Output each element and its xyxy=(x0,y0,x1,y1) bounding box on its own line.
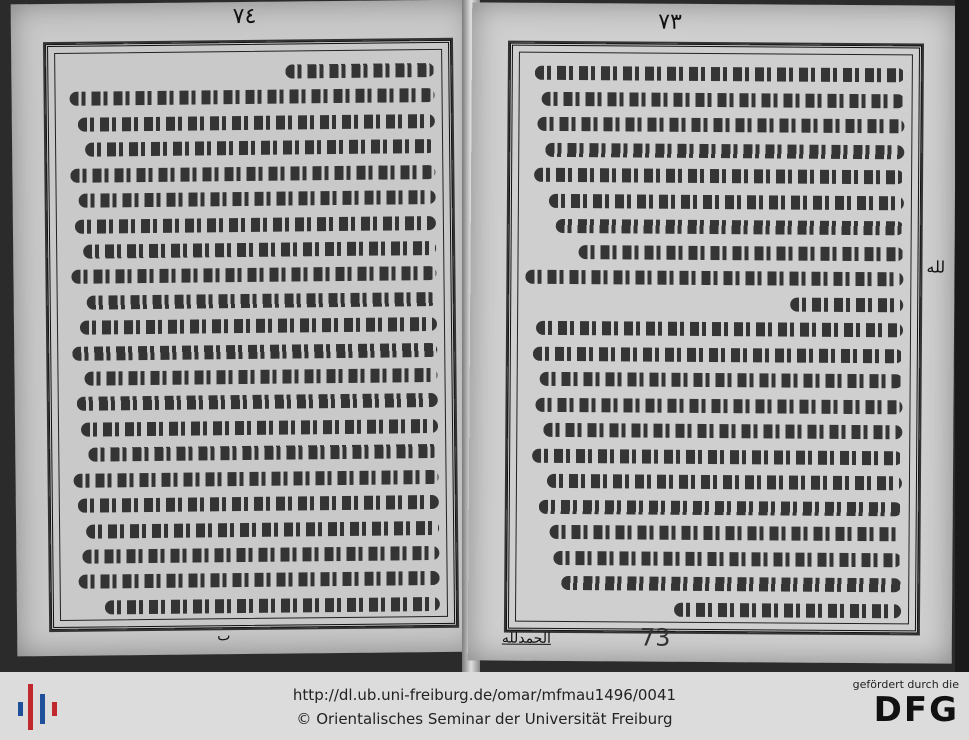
manuscript-line xyxy=(68,567,440,591)
handwriting-stroke xyxy=(74,470,439,488)
manuscript-line xyxy=(65,288,437,312)
manuscript-line xyxy=(523,598,901,621)
handwriting-stroke xyxy=(539,500,902,517)
manuscript-line xyxy=(525,291,903,314)
left-page xyxy=(11,0,480,656)
right-page xyxy=(468,2,957,663)
right-page-number: ٧٣ xyxy=(658,9,682,35)
manuscript-line xyxy=(525,266,903,289)
right-catchword: الحمدلله xyxy=(501,630,551,647)
handwriting-stroke xyxy=(674,603,901,619)
handwriting-stroke xyxy=(532,346,903,363)
manuscript-line xyxy=(525,317,903,340)
handwriting-stroke xyxy=(549,193,904,209)
manuscript-line xyxy=(524,470,902,493)
handwriting-stroke xyxy=(78,495,439,513)
handwriting-stroke xyxy=(534,66,905,83)
handwriting-stroke xyxy=(790,297,903,312)
handwriting-stroke xyxy=(89,444,439,462)
handwriting-stroke xyxy=(536,397,903,414)
manuscript-line xyxy=(524,419,902,442)
manuscript-line xyxy=(63,110,435,134)
manuscript-line xyxy=(62,84,434,108)
manuscript-line xyxy=(527,87,905,110)
manuscript-line xyxy=(527,62,905,85)
handwriting-stroke xyxy=(547,474,902,490)
left-text-frame xyxy=(45,40,457,630)
right-margin-note: لله xyxy=(926,257,946,277)
handwriting-stroke xyxy=(71,165,436,183)
manuscript-line xyxy=(523,572,901,595)
manuscript-line xyxy=(64,212,436,236)
manuscript-line xyxy=(64,237,436,261)
manuscript-line xyxy=(525,368,903,391)
dfg-wordmark: DFG xyxy=(873,690,959,730)
manuscript-line xyxy=(62,59,434,83)
manuscript-line xyxy=(526,240,904,263)
handwriting-stroke xyxy=(75,216,436,234)
manuscript-line xyxy=(65,339,437,363)
handwriting-stroke xyxy=(84,368,438,386)
manuscript-line xyxy=(66,440,438,464)
handwriting-stroke xyxy=(556,219,904,235)
manuscript-line xyxy=(67,542,439,566)
handwriting-stroke xyxy=(105,597,440,615)
dfg-logo xyxy=(849,678,959,734)
handwriting-stroke xyxy=(561,576,901,592)
manuscript-line xyxy=(63,161,435,185)
handwriting-stroke xyxy=(543,423,902,440)
manuscript-line xyxy=(64,186,436,210)
handwriting-stroke xyxy=(77,393,438,411)
handwriting-stroke xyxy=(285,63,434,79)
handwriting-stroke xyxy=(86,521,440,539)
handwriting-stroke xyxy=(540,372,903,389)
handwriting-stroke xyxy=(80,317,437,335)
handwriting-stroke xyxy=(538,117,905,134)
manuscript-line xyxy=(526,138,904,161)
manuscript-line xyxy=(68,593,440,617)
manuscript-line xyxy=(67,517,439,541)
manuscript-line xyxy=(524,521,902,544)
manuscript-line xyxy=(65,313,437,337)
manuscript-line xyxy=(65,364,437,388)
handwritten-folio-number: 73 xyxy=(639,623,671,652)
handwriting-stroke xyxy=(73,343,438,361)
handwriting-stroke xyxy=(82,546,439,564)
handwriting-stroke xyxy=(79,571,440,589)
manuscript-line xyxy=(526,215,904,238)
manuscript-line xyxy=(526,189,904,212)
handwriting-stroke xyxy=(72,266,437,284)
manuscript-line xyxy=(66,389,438,413)
manuscript-line xyxy=(63,135,435,159)
scan-edge xyxy=(955,0,969,672)
left-text-block xyxy=(62,59,440,617)
handwriting-stroke xyxy=(545,142,904,159)
funding-label: gefördert durch die xyxy=(852,678,959,691)
handwriting-stroke xyxy=(81,419,438,437)
handwriting-stroke xyxy=(78,114,435,132)
right-text-frame xyxy=(506,43,922,634)
right-text-block xyxy=(523,62,905,621)
handwriting-stroke xyxy=(87,292,437,310)
manuscript-line xyxy=(525,342,903,365)
manuscript-line xyxy=(524,393,902,416)
handwriting-stroke xyxy=(83,241,437,259)
manuscript-line xyxy=(67,491,439,515)
manuscript-line xyxy=(64,262,436,286)
handwriting-stroke xyxy=(70,88,435,106)
handwriting-stroke xyxy=(525,270,903,287)
left-page-number: ٧٤ xyxy=(232,3,257,30)
handwriting-stroke xyxy=(554,551,902,567)
source-url-link[interactable]: http://dl.ub.uni-freiburg.de/omar/mfmau1496/0041 xyxy=(292,686,677,704)
handwriting-stroke xyxy=(534,168,905,185)
manuscript-line xyxy=(526,113,904,136)
handwriting-stroke xyxy=(532,448,903,465)
handwriting-stroke xyxy=(536,321,903,338)
manuscript-line xyxy=(66,466,438,490)
left-catchword: ٮ xyxy=(217,628,231,645)
copyright-text: © Orientalisches Seminar der Universität Freiburg xyxy=(296,710,673,728)
footer xyxy=(0,672,969,740)
handwriting-stroke xyxy=(578,245,903,261)
manuscript-line xyxy=(66,415,438,439)
handwriting-stroke xyxy=(78,190,435,208)
handwriting-stroke xyxy=(542,91,905,108)
handwriting-stroke xyxy=(85,139,435,157)
manuscript-line xyxy=(523,546,901,569)
handwriting-stroke xyxy=(550,525,902,541)
manuscript-line xyxy=(524,495,902,518)
manuscript-line xyxy=(524,444,902,467)
manuscript-line xyxy=(526,164,904,187)
